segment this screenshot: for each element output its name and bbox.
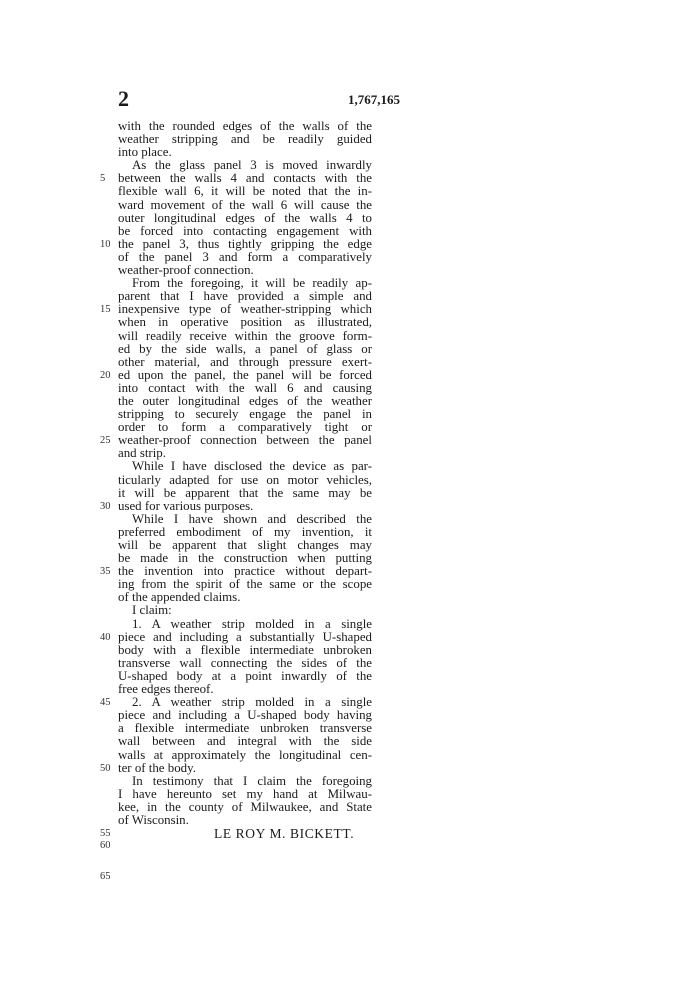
text-line: stripping to securely engage the panel in — [118, 407, 372, 422]
text-line: piece and including a substantially U-shaped — [118, 629, 372, 644]
text-line: free edges thereof. — [118, 682, 214, 697]
text-line: and strip. — [118, 446, 166, 461]
margin-line-number: 35 — [100, 566, 111, 578]
margin-line-number: 40 — [100, 631, 111, 643]
text-line: between the walls 4 and contacts with the — [118, 171, 372, 186]
text-line: ing from the spirit of the same or the scope — [118, 577, 372, 592]
margin-line-number: 5 — [100, 173, 106, 185]
text-line: weather-proof connection between the panel — [118, 433, 372, 448]
text-line: transverse wall connecting the sides of the — [118, 655, 372, 670]
text-line: of the appended claims. — [118, 590, 241, 605]
text-line: it will be apparent that the same may be — [118, 485, 372, 500]
text-line: U-shaped body at a point inwardly of the — [118, 668, 372, 683]
text-line: used for various purposes. — [118, 498, 254, 513]
text-line: ter of the body. — [118, 760, 196, 775]
text-line: parent that I have provided a simple and — [118, 289, 372, 304]
text-line: flexible wall 6, it will be noted that the in- — [118, 184, 372, 199]
text-line: when in operative position as illustrated, — [118, 315, 372, 330]
text-line: into contact with the wall 6 and causing — [118, 380, 372, 395]
margin-line-number: 65 — [100, 871, 111, 882]
patent-number: 1,767,165 — [348, 92, 400, 107]
margin-line-number: 60 — [100, 839, 111, 851]
text-line: ed upon the panel, the panel will be forced — [118, 367, 372, 382]
text-line: weather-proof connection. — [118, 263, 254, 278]
text-line: be made in the construction when putting — [118, 551, 372, 566]
margin-line-number: 45 — [100, 697, 111, 709]
text-line: inexpensive type of weather-stripping which — [118, 302, 372, 317]
text-line: body with a flexible intermediate unbroken — [118, 642, 372, 657]
margin-line-number: 30 — [100, 500, 111, 512]
text-line: weather stripping and be readily guided — [118, 132, 372, 147]
text-line: wall between and integral with the side — [118, 734, 372, 749]
text-line: ward movement of the wall 6 will cause the — [118, 197, 372, 212]
margin-line-number: 55 — [100, 828, 111, 840]
text-line: with the rounded edges of the walls of the — [118, 119, 372, 133]
text-line: will be apparent that slight changes may — [118, 538, 372, 552]
margin-line-number: 15 — [100, 304, 111, 316]
text-line: into place. — [118, 145, 172, 160]
text-line: of Wisconsin. — [118, 812, 189, 827]
text-line: walls at approximately the longitudinal cen- — [118, 747, 372, 762]
page-number: 2 — [118, 86, 129, 111]
signature-line: LE ROY M. BICKETT. — [214, 826, 355, 842]
margin-line-number: 25 — [100, 435, 111, 447]
text-line: be forced into contacting engagement with — [118, 223, 372, 238]
text-line: a flexible intermediate unbroken transverse — [118, 721, 372, 736]
text-line: While I have disclosed the device as par- — [132, 459, 372, 474]
text-line: will readily receive within the groove form- — [118, 328, 372, 343]
text-line: the outer longitudinal edges of the weather — [118, 393, 372, 408]
text-line: order to form a comparatively tight or — [118, 420, 372, 435]
text-line: ticularly adapted for use on motor vehicles, — [118, 472, 372, 487]
text-line: the panel 3, thus tightly gripping the edge — [118, 236, 372, 251]
text-line: kee, in the county of Milwaukee, and State — [118, 799, 372, 814]
text-line: As the glass panel 3 is moved inwardly — [132, 158, 372, 173]
text-line: While I have shown and described the — [132, 511, 372, 526]
text-line: outer longitudinal edges of the walls 4 to — [118, 210, 372, 225]
margin-line-number: 20 — [100, 369, 111, 381]
text-line: From the foregoing, it will be readily ap- — [132, 276, 372, 291]
text-line: of the panel 3 and form a comparatively — [118, 249, 372, 264]
text-line: preferred embodiment of my invention, it — [118, 524, 372, 539]
text-line: I claim: — [132, 603, 172, 618]
text-line: ed by the side walls, a panel of glass or — [118, 341, 372, 356]
text-column — [118, 120, 372, 840]
text-line: piece and including a U-shaped body having — [118, 708, 372, 723]
text-line: I have hereunto set my hand at Milwau- — [118, 786, 372, 801]
text-line: 2. A weather strip molded in a single — [132, 695, 372, 710]
margin-line-number: 50 — [100, 762, 111, 774]
text-line: the invention into practice without depart- — [118, 564, 372, 579]
margin-line-number: 10 — [100, 238, 111, 250]
text-line: other material, and through pressure exert- — [118, 354, 372, 369]
text-line: In testimony that I claim the foregoing — [132, 773, 372, 788]
text-line: 1. A weather strip molded in a single — [132, 616, 372, 631]
